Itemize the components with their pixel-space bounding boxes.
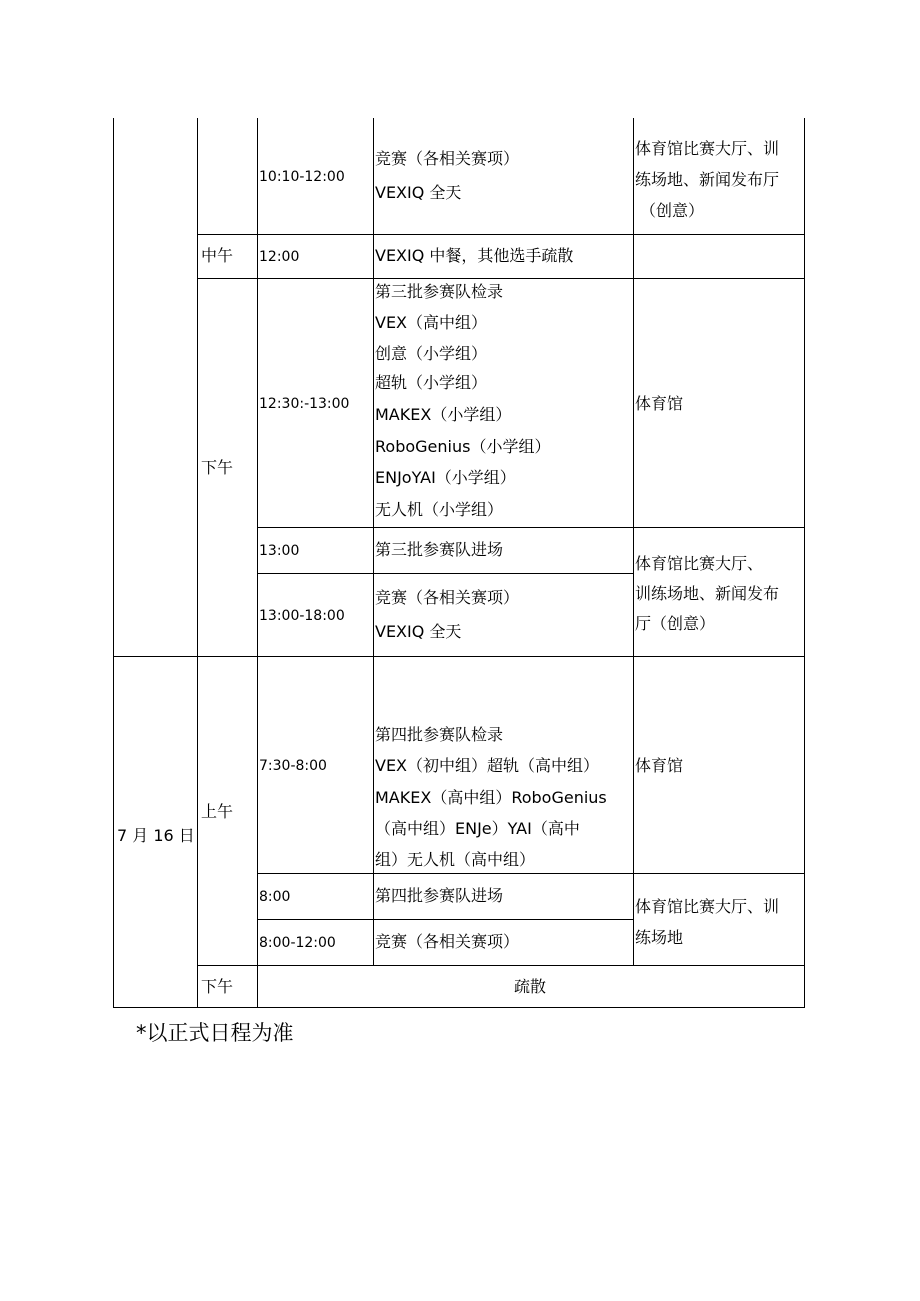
activity-line: RoboGenius（小学组）: [375, 437, 551, 456]
time-cell: 8:00: [259, 889, 291, 905]
venue-line: 体育馆: [635, 394, 684, 413]
activity-line: 组）无人机（高中组）: [375, 850, 536, 869]
activity-line: ENJoYAI（小学组）: [375, 468, 516, 487]
activity-line: 无人机（小学组）: [375, 500, 504, 519]
row-divider: [257, 573, 633, 574]
column-divider: [257, 118, 258, 1008]
period-cell: 上午: [201, 802, 234, 821]
row-divider: [257, 919, 633, 920]
row-divider: [197, 278, 805, 279]
activity-line: 第三批参赛队检录: [375, 282, 504, 301]
period-cell: 中午: [201, 246, 234, 265]
row-divider: [113, 656, 805, 657]
venue-line: 厅（创意）: [635, 614, 716, 633]
venue-line: 练场地、新闻发布厅: [635, 170, 780, 189]
period-cell: 下午: [201, 977, 234, 996]
time-cell: 7:30-8:00: [259, 758, 327, 774]
merged-cell: 疏散: [514, 977, 547, 996]
table-border-bottom: [113, 1007, 805, 1008]
column-divider: [197, 118, 198, 1008]
activity-line: 创意（小学组）: [375, 344, 488, 363]
activity-line: VEX（初中组）超轨（高中组）: [375, 756, 600, 775]
activity-line: （高中组）ENJe）YAI（高中: [375, 819, 580, 838]
activity-line: 超轨（小学组）: [375, 373, 488, 392]
row-divider: [197, 965, 805, 966]
row-divider: [257, 873, 805, 874]
activity-line: 第三批参赛队进场: [375, 540, 504, 559]
time-cell: 13:00-18:00: [259, 608, 345, 624]
activity-line: VEXIQ 全天: [375, 183, 462, 202]
time-cell: 8:00-12:00: [259, 935, 336, 951]
activity-line: VEXIQ 全天: [375, 622, 462, 641]
venue-line: （创意）: [640, 201, 705, 220]
column-divider: [633, 118, 634, 965]
activity-line: 第四批参赛队检录: [375, 725, 504, 744]
row-divider: [257, 527, 805, 528]
footnote: *以正式日程为准: [136, 1021, 294, 1045]
row-divider: [197, 234, 805, 235]
activity-line: 竞赛（各相关赛项）: [375, 932, 520, 951]
activity-line: 第四批参赛队进场: [375, 886, 504, 905]
venue-line: 体育馆比赛大厅、训: [635, 139, 780, 158]
table-border-left: [113, 118, 114, 1008]
table-border-right: [804, 118, 805, 1008]
time-cell: 12:00: [259, 249, 300, 265]
activity-line: MAKEX（高中组）RoboGenius: [375, 788, 607, 807]
venue-line: 体育馆: [635, 756, 684, 775]
activity-line: VEX（高中组）: [375, 313, 488, 332]
activity-line: 竞赛（各相关赛项）: [375, 149, 520, 168]
column-divider: [373, 118, 374, 965]
time-cell: 10:10-12:00: [259, 169, 345, 185]
venue-line: 训练场地、新闻发布: [635, 584, 780, 603]
venue-line: 练场地: [635, 928, 684, 947]
activity-line: MAKEX（小学组）: [375, 405, 512, 424]
time-cell: 13:00: [259, 543, 300, 559]
activity-line: VEXIQ 中餐，其他选手疏散: [375, 246, 574, 265]
venue-line: 体育馆比赛大厅、: [635, 554, 764, 573]
date-cell: 7 月 16 日: [117, 826, 195, 845]
venue-line: 体育馆比赛大厅、训: [635, 897, 780, 916]
period-cell: 下午: [201, 458, 234, 477]
time-cell: 12:30:-13:00: [259, 396, 350, 412]
activity-line: 竞赛（各相关赛项）: [375, 588, 520, 607]
